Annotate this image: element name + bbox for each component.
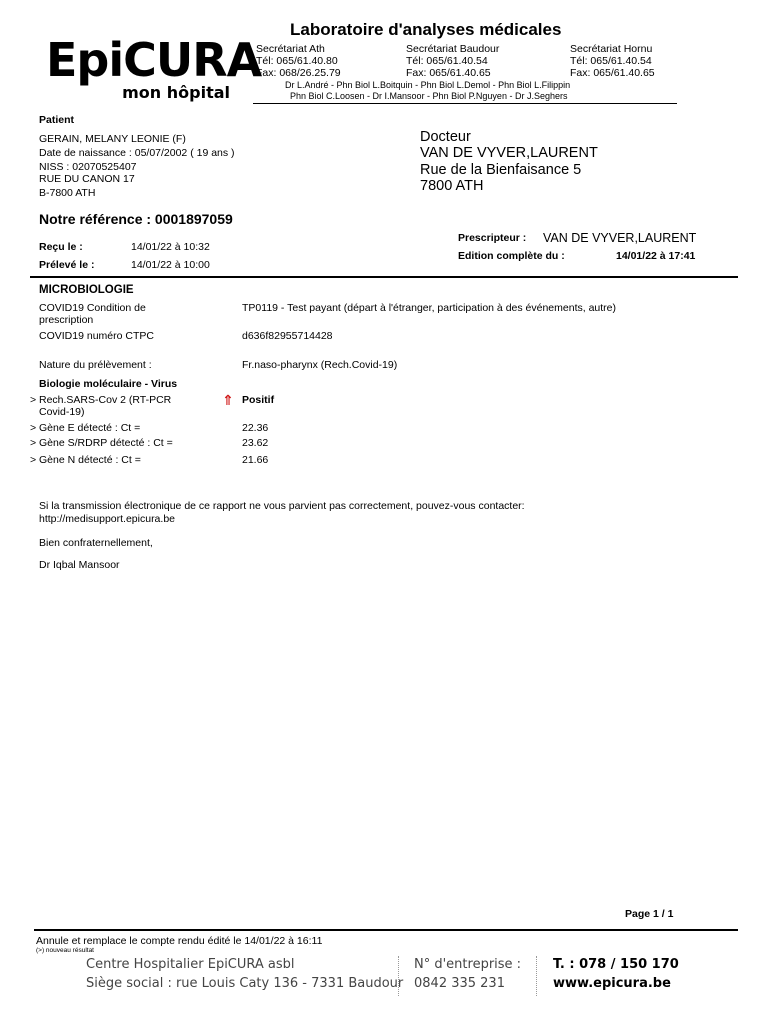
ctpc-label: COVID19 numéro CTPC bbox=[39, 330, 154, 342]
patient-street: RUE DU CANON 17 bbox=[39, 173, 135, 185]
footer-rule bbox=[34, 929, 738, 931]
new-result-marker: > bbox=[30, 437, 37, 449]
footer-divider bbox=[536, 956, 537, 996]
new-result-marker: > bbox=[30, 394, 37, 406]
prescriber-label: Prescripteur : bbox=[458, 232, 527, 244]
result-label: Gène S/RDRP détecté : Ct = bbox=[39, 437, 173, 449]
logo-tagline: mon hôpital bbox=[122, 83, 230, 102]
secretariat-name: Secrétariat Hornu bbox=[570, 43, 653, 55]
abnormal-up-arrow-icon: ⇑ bbox=[222, 392, 234, 408]
signature: Dr Iqbal Mansoor bbox=[39, 559, 120, 571]
patient-city: B-7800 ATH bbox=[39, 187, 96, 199]
secretariat-tel: Tél: 065/61.40.54 bbox=[570, 55, 652, 67]
support-link[interactable]: http://medisupport.epicura.be bbox=[39, 513, 175, 525]
org-name: Centre Hospitalier EpiCURA asbl bbox=[86, 957, 295, 972]
result-value: 22.36 bbox=[242, 422, 269, 434]
section-rule bbox=[30, 276, 738, 278]
new-result-legend: (>) nouveau résultat bbox=[36, 947, 94, 954]
edition-value: 14/01/22 à 17:41 bbox=[616, 250, 696, 262]
new-result-marker: > bbox=[30, 454, 37, 466]
footer-website[interactable]: www.epicura.be bbox=[553, 976, 671, 991]
sampled-label: Prélevé le : bbox=[39, 259, 95, 271]
sampled-value: 14/01/22 à 10:00 bbox=[131, 259, 210, 271]
enterprise-number: 0842 335 231 bbox=[414, 976, 505, 991]
transmission-note: Si la transmission électronique de ce rapport ne vous parvient pas correctement, pouvez-vous contacter: bbox=[39, 500, 525, 512]
reference-number: Notre référence : 0001897059 bbox=[39, 211, 233, 227]
secretariat-fax: Fax: 065/61.40.65 bbox=[406, 67, 491, 79]
epicura-logo bbox=[46, 33, 262, 106]
result-label-line-2: Covid-19) bbox=[39, 406, 85, 418]
secretariat-hornu bbox=[570, 43, 655, 79]
condition-value: TP0119 - Test payant (départ à l'étranger, participation à des événements, autre) bbox=[242, 302, 617, 314]
doctor-street: Rue de la Bienfaisance 5 bbox=[420, 162, 582, 178]
condition-label-line-2: prescription bbox=[39, 314, 94, 326]
section-title: MICROBIOLOGIE bbox=[39, 284, 134, 296]
patient-dob: Date de naissance : 05/07/2002 ( 19 ans ) bbox=[39, 147, 235, 159]
secretariat-baudour bbox=[406, 43, 499, 79]
greeting: Bien confraternellement, bbox=[39, 537, 153, 549]
doctor-city: 7800 ATH bbox=[420, 178, 484, 194]
received-label: Reçu le : bbox=[39, 241, 83, 253]
org-address: Siège social : rue Louis Caty 136 - 7331 Baudour bbox=[86, 976, 404, 991]
doctor-title: Docteur bbox=[420, 129, 471, 145]
condition-label-line-1: COVID19 Condition de bbox=[39, 302, 146, 314]
secretariat-tel: Tél: 065/61.40.54 bbox=[406, 55, 488, 67]
secretariat-fax: Fax: 068/26.25.79 bbox=[256, 67, 341, 79]
result-label: Gène E détecté : Ct = bbox=[39, 422, 141, 434]
received-value: 14/01/22 à 10:32 bbox=[131, 241, 210, 253]
secretariat-name: Secrétariat Baudour bbox=[406, 43, 500, 55]
enterprise-label: N° d'entreprise : bbox=[414, 957, 522, 972]
secretariat-fax: Fax: 065/61.40.65 bbox=[570, 67, 655, 79]
replace-note: Annule et remplace le compte rendu édité le 14/01/22 à 16:11 bbox=[36, 935, 323, 947]
logo-wordmark: EpiCURA bbox=[46, 33, 262, 87]
prescriber-value: VAN DE VYVER,LAURENT bbox=[543, 231, 697, 245]
lab-title: Laboratoire d'analyses médicales bbox=[290, 20, 562, 39]
subsection-heading: Biologie moléculaire - Virus bbox=[39, 378, 178, 390]
secretariat-name: Secrétariat Ath bbox=[256, 43, 325, 55]
doctors-line-2: Phn Biol C.Loosen - Dr I.Mansoor - Phn Biol P.Nguyen - Dr J.Seghers bbox=[290, 91, 568, 101]
sample-nature-value: Fr.naso-pharynx (Rech.Covid-19) bbox=[242, 359, 398, 371]
result-label: Gène N détecté : Ct = bbox=[39, 454, 141, 466]
doctor-name: VAN DE VYVER,LAURENT bbox=[420, 145, 598, 161]
patient-niss: NISS : 02070525407 bbox=[39, 161, 137, 173]
secretariat-tel: Tél: 065/61.40.80 bbox=[256, 55, 338, 67]
doctors-line-1: Dr L.André - Phn Biol L.Boitquin - Phn Biol L.Demol - Phn Biol L.Filippin bbox=[285, 80, 571, 90]
result-value: Positif bbox=[242, 394, 275, 406]
header-rule bbox=[253, 103, 677, 104]
patient-name: GERAIN, MELANY LEONIE (F) bbox=[39, 133, 186, 145]
patient-heading: Patient bbox=[39, 114, 75, 126]
footer-phone: T. : 078 / 150 170 bbox=[553, 957, 679, 972]
new-result-marker: > bbox=[30, 422, 37, 434]
ctpc-value: d636f82955714428 bbox=[242, 330, 333, 342]
sample-nature-label: Nature du prélèvement : bbox=[39, 359, 152, 371]
footer-divider bbox=[398, 956, 399, 996]
result-label: Rech.SARS-Cov 2 (RT-PCR bbox=[39, 394, 172, 406]
result-value: 21.66 bbox=[242, 454, 269, 466]
result-value: 23.62 bbox=[242, 437, 269, 449]
secretariat-ath bbox=[256, 43, 341, 79]
page-number: Page 1 / 1 bbox=[625, 908, 674, 920]
edition-label: Edition complète du : bbox=[458, 250, 565, 262]
